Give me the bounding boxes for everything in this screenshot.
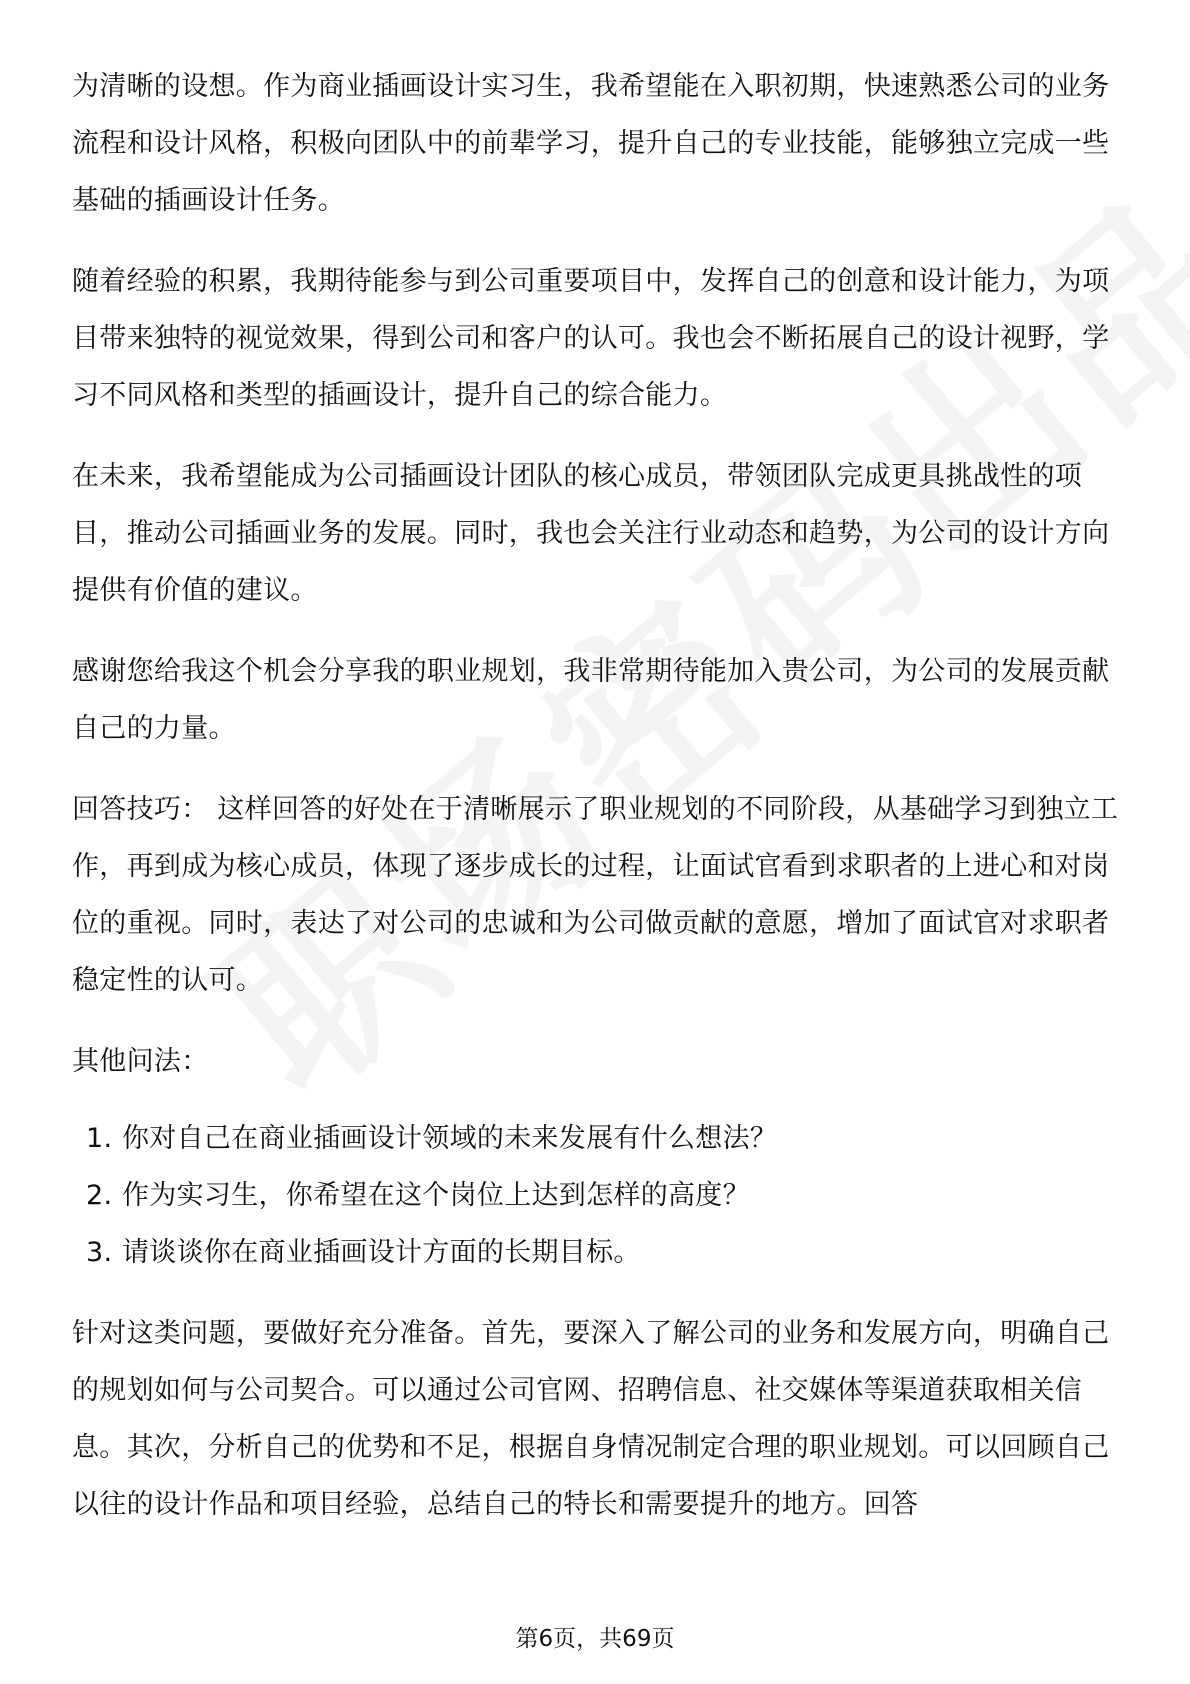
list-item-text: 请谈谈你在商业插画设计方面的长期目标。 [122, 1237, 641, 1268]
heading-other-questions: 其他问法： [72, 1046, 209, 1077]
paragraph-thanks: 感谢您给我这个机会分享我的职业规划，我非常期待能加入贵公司，为公司的发展贡献自己的力量。 [72, 656, 1110, 744]
page-number: 第6页，共69页 [515, 1626, 675, 1652]
other-questions-list [72, 1110, 1122, 1281]
list-item-number: 1. [86, 1123, 113, 1154]
list-item [72, 1167, 1122, 1224]
list-item [72, 1224, 1122, 1281]
paragraph-preparation: 针对这类问题，要做好充分准备。首先，要深入了解公司的业务和发展方向，明确自己的规划如何与公司契合。可以通过公司官网、招聘信息、社交媒体等渠道获取相关信息。其次，分析自己的优势和不足，根据自身情况制定合理的职业规划。可以回顾自己以往的设计作品和项目经验，总结自己的特长和需要提升的地方。回答 [72, 1318, 1110, 1520]
list-item-number: 2. [86, 1180, 113, 1211]
paragraph-career-intro: 为清晰的设想。作为商业插画设计实习生，我希望能在入职初期，快速熟悉公司的业务流程和设计风格，积极向团队中的前辈学习，提升自己的专业技能，能够独立完成一些基础的插画设计任务。 [72, 71, 1110, 216]
list-item-number: 3. [86, 1237, 113, 1268]
paragraph-answer-tips: 回答技巧： 这样回答的好处在于清晰展示了职业规划的不同阶段，从基础学习到独立工作，再到成为核心成员，体现了逐步成长的过程，让面试官看到求职者的上进心和对岗位的重视。同时，表达了对公司的忠诚和为公司做贡献的意愿，增加了面试官对求职者稳定性的认可。 [72, 794, 1119, 996]
document-body [72, 58, 1122, 1533]
list-item-text: 你对自己在商业插画设计领域的未来发展有什么想法？ [122, 1123, 778, 1154]
list-item-text: 作为实习生，你希望在这个岗位上达到怎样的高度？ [122, 1180, 750, 1211]
paragraph-career-future: 在未来，我希望能成为公司插画设计团队的核心成员，带领团队完成更具挑战性的项目，推动公司插画业务的发展。同时，我也会关注行业动态和趋势，为公司的设计方向提供有价值的建议。 [72, 461, 1110, 606]
list-item [72, 1110, 1122, 1167]
paragraph-career-growth: 随着经验的积累，我期待能参与到公司重要项目中，发挥自己的创意和设计能力，为项目带来独特的视觉效果，得到公司和客户的认可。我也会不断拓展自己的设计视野，学习不同风格和类型的插画设计，提升自己的综合能力。 [72, 266, 1110, 411]
